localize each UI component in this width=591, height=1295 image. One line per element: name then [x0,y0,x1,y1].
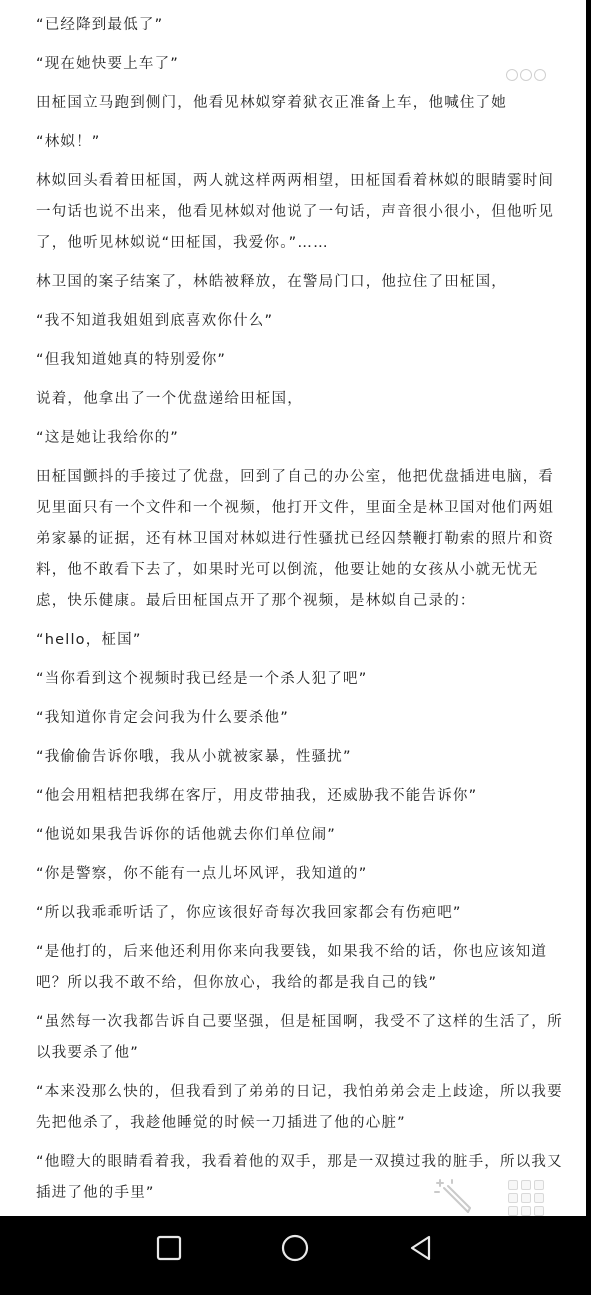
paragraph: “我不知道我姐姐到底喜欢你什么” [36,313,274,329]
grid-cell [521,1206,531,1216]
paragraph: 说着，他拿出了一个优盘递给田柾国， [36,391,303,407]
paragraph: “我知道你肯定会问我为什么要杀他” [36,710,289,726]
system-navigation-bar [0,1216,591,1280]
paragraph: “所以我乖乖听话了，你应该很好奇每次我回家都会有伤疤吧” [36,905,462,921]
dot [520,69,532,81]
home-circle-icon[interactable] [279,1232,311,1264]
paragraph: “他说如果我告诉你的话他就去你们单位闹” [36,827,337,843]
paragraph: 田柾国颤抖的手接过了优盘，回到了自己的办公室，他把优盘插进电脑，看见里面只有一个文件和一个视频，他打开文件，里面全是林卫国对他们两姐弟家暴的证据，还有林卫国对林姒进行性骚扰已经囚禁鞭打勒索的照片和资料，他不敢看下去了，如果时光可以倒流，他要让她的女孩从小就无忧无虑，快乐健康。最后田柾国点开了那个视频，是林姒自己录的： [36,469,555,609]
back-triangle-icon[interactable] [405,1232,437,1264]
grid-cell [508,1180,518,1190]
article-text [36,10,564,1295]
paragraph: “现在她快要上车了” [36,56,180,72]
paragraph: “hello，柾国” [36,632,142,648]
paragraph: “他会用粗桔把我绑在客厅，用皮带抽我，还威胁我不能告诉你” [36,788,478,804]
grid-cell [521,1180,531,1190]
paragraph: “虽然每一次我都告诉自己要坚强，但是柾国啊，我受不了这样的生活了，所以我要杀了他” [36,1014,563,1061]
paragraph: “你是警察，你不能有一点儿坏风评，我知道的” [36,866,368,882]
paragraph: “林姒！” [36,134,101,150]
more-dots-icon[interactable] [506,66,546,84]
paragraph: “是他打的，后来他还利用你来向我要钱，如果我不给的话，你也应该知道吧？所以我不敢不给，但你放心，我给的都是我自己的钱” [36,944,548,991]
home-svg [280,1233,310,1263]
paragraph: “本来没那么快的，但我看到了弟弟的日记，我怕弟弟会走上歧途，所以我要先把他杀了，我趁他睡觉的时候一刀插进了他的心脏” [36,1084,563,1131]
paragraph: 田柾国立马跑到侧门，他看见林姒穿着狱衣正准备上车，他喊住了她 [36,95,507,111]
magic-wand-icon[interactable] [432,1178,474,1216]
grid-menu-icon[interactable] [508,1180,544,1216]
recent-apps-square-icon[interactable] [153,1232,185,1264]
grid-cell [508,1206,518,1216]
grid-cell [521,1193,531,1203]
dot [534,69,546,81]
grid-cell [534,1180,544,1190]
paragraph: “我偷偷告诉你哦，我从小就被家暴，性骚扰” [36,749,352,765]
paragraph: “当你看到这个视频时我已经是一个杀人犯了吧” [36,671,368,687]
grid-cell [534,1193,544,1203]
paragraph: “他瞪大的眼睛看着我，我看着他的双手，那是一双摸过我的脏手，所以我又插进了他的手里” [36,1154,563,1201]
paragraph: “这是她让我给你的” [36,430,180,446]
magic-wand-svg [432,1178,474,1216]
paragraph: “但我知道她真的特别爱你” [36,352,227,368]
grid-cell [534,1206,544,1216]
back-svg [407,1234,435,1262]
paragraph: 林姒回头看着田柾国，两人就这样两两相望，田柾国看着林姒的眼睛霎时间一句话也说不出来，他看见林姒对他说了一句话，声音很小很小，但他听见了，他听见林姒说“田柾国，我爱你。”…… [36,173,555,251]
recent-apps-svg [156,1235,182,1261]
dot [506,69,518,81]
grid-cell [508,1193,518,1203]
paragraph: “已经降到最低了” [36,17,164,33]
paragraph: 林卫国的案子结案了，林皓被释放，在警局门口，他拉住了田柾国， [36,274,507,290]
